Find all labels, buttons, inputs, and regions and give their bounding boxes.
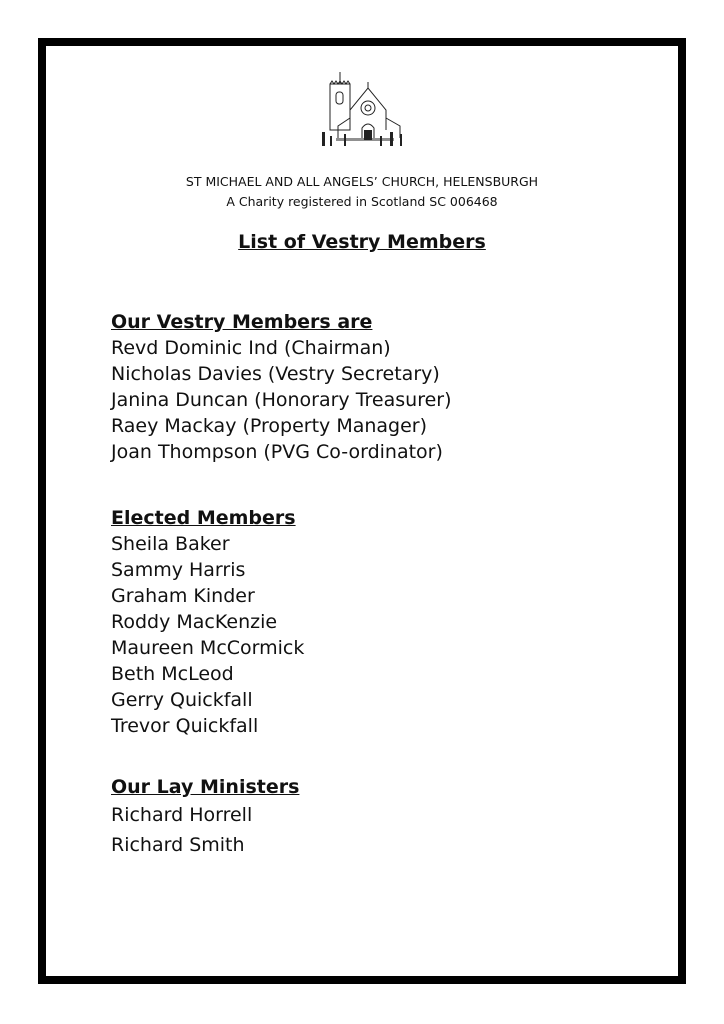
- list-item: Sammy Harris: [111, 559, 246, 581]
- list-item: Sheila Baker: [111, 533, 230, 555]
- section-heading: Our Lay Ministers: [111, 776, 300, 798]
- church-drawing-icon: [318, 70, 408, 165]
- list-item: Beth McLeod: [111, 663, 234, 685]
- member-list: [111, 800, 299, 860]
- lay-ministers-section: [111, 774, 299, 860]
- list-item: Trevor Quickfall: [111, 715, 259, 737]
- section-heading: Elected Members: [111, 507, 296, 529]
- list-item: Richard Horrell: [111, 804, 253, 826]
- list-item: Revd Dominic Ind (Chairman): [111, 337, 391, 359]
- elected-members-section: [111, 505, 304, 739]
- member-list: [111, 335, 452, 465]
- vestry-members-section: [111, 309, 452, 465]
- list-item: Nicholas Davies (Vestry Secretary): [111, 363, 440, 385]
- page-title: List of Vestry Members: [238, 231, 486, 253]
- list-item: Raey Mackay (Property Manager): [111, 415, 428, 437]
- list-item: Gerry Quickfall: [111, 689, 253, 711]
- organisation-name: ST MICHAEL AND ALL ANGELS’ CHURCH, HELENSBURGH: [185, 174, 539, 189]
- list-item: Richard Smith: [111, 834, 245, 856]
- charity-registration: A Charity registered in Scotland SC 006468: [226, 194, 498, 209]
- list-item: Maureen McCormick: [111, 637, 305, 659]
- list-item: Joan Thompson (PVG Co-ordinator): [111, 441, 443, 463]
- list-item: Graham Kinder: [111, 585, 255, 607]
- section-heading: Our Vestry Members are: [111, 311, 373, 333]
- list-item: Janina Duncan (Honorary Treasurer): [111, 389, 452, 411]
- member-list: [111, 531, 304, 739]
- list-item: Roddy MacKenzie: [111, 611, 278, 633]
